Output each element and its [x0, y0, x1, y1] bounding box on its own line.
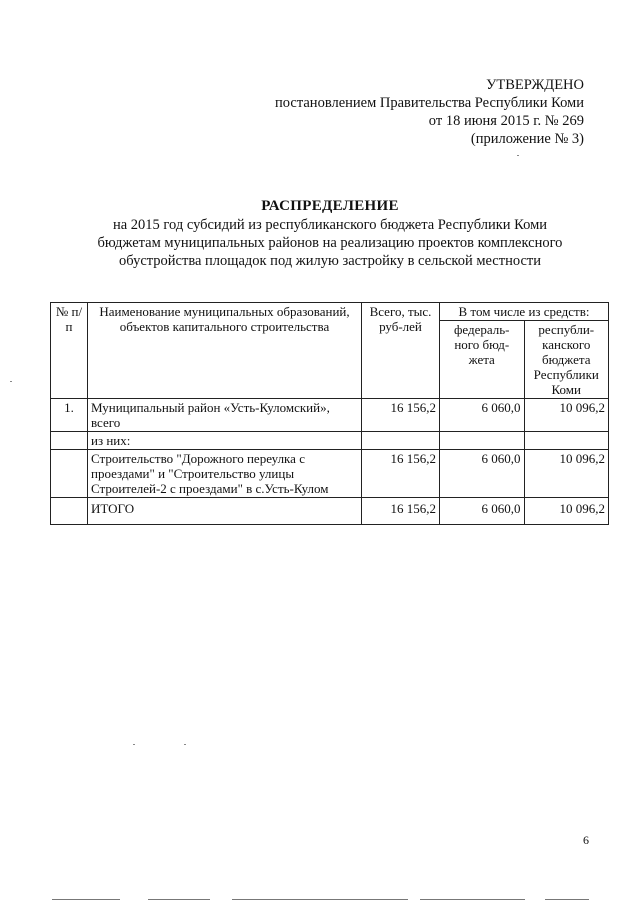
row-federal: [440, 432, 525, 450]
table-row: [51, 399, 609, 432]
header-funding-sources: В том числе из средств:: [440, 303, 609, 321]
document-subtitle-line-2: бюджетам муниципальных районов на реализацию проектов комплексного: [97, 235, 563, 251]
distribution-table: [50, 302, 609, 525]
scan-artifact-line: [545, 899, 589, 900]
row-name: ИТОГО: [88, 498, 362, 525]
document-subtitle-line-3: обустройства площадок под жилую застройку в сельской местности: [119, 253, 541, 269]
scan-artifact-dot: [184, 744, 186, 745]
table-row: [51, 450, 609, 498]
row-federal: 6 060,0: [440, 498, 525, 525]
row-total: [362, 432, 440, 450]
row-total: 16 156,2: [362, 450, 440, 498]
approval-title: УТВЕРЖДЕНО: [486, 77, 584, 93]
table-row-total: [51, 498, 609, 525]
row-name: Муниципальный район «Усть-Куломский», всего: [88, 399, 362, 432]
header-name: Наименование муниципальных образований, объектов капитального строительства: [88, 303, 362, 399]
document-heading: [60, 196, 600, 270]
scan-artifact-dot: [133, 744, 135, 745]
row-republic: 10 096,2: [524, 399, 609, 432]
approval-appendix: (приложение № 3): [470, 131, 584, 147]
scan-artifact-dot: [10, 381, 12, 382]
header-number: № п/п: [51, 303, 88, 399]
scan-artifact-line: [420, 899, 525, 900]
scan-artifact-line: [148, 899, 210, 900]
header-republic: республи-канского бюджета Республики Коми: [524, 321, 609, 399]
scan-artifact-line: [52, 899, 120, 900]
row-number: [51, 498, 88, 525]
row-total: 16 156,2: [362, 399, 440, 432]
row-name: из них:: [88, 432, 362, 450]
row-republic: 10 096,2: [524, 450, 609, 498]
row-republic: [524, 432, 609, 450]
header-federal: федераль-ного бюд-жета: [440, 321, 525, 399]
page-number: 6: [583, 833, 589, 847]
row-republic: 10 096,2: [524, 498, 609, 525]
row-number: [51, 432, 88, 450]
document-title: РАСПРЕДЕЛЕНИЕ: [261, 198, 399, 214]
row-number: 1.: [51, 399, 88, 432]
table-row: [51, 432, 609, 450]
approval-decree: постановлением Правительства Республики Коми: [275, 95, 584, 111]
approval-date: от 18 июня 2015 г. № 269: [428, 113, 584, 129]
document-subtitle-line-1: на 2015 год субсидий из республиканского бюджета Республики Коми: [112, 217, 548, 233]
row-name: Строительство "Дорожного переулка с проездами" и "Строительство улицы Строителей-2 с проездами" в с.Усть-Кулом: [88, 450, 362, 498]
row-total: 16 156,2: [362, 498, 440, 525]
scan-artifact-line: [232, 899, 408, 900]
row-federal: 6 060,0: [440, 399, 525, 432]
row-federal: 6 060,0: [440, 450, 525, 498]
header-total: Всего, тыс. руб-лей: [362, 303, 440, 399]
approval-block: [275, 76, 584, 148]
row-number: [51, 450, 88, 498]
scan-artifact-dot: [517, 155, 519, 156]
